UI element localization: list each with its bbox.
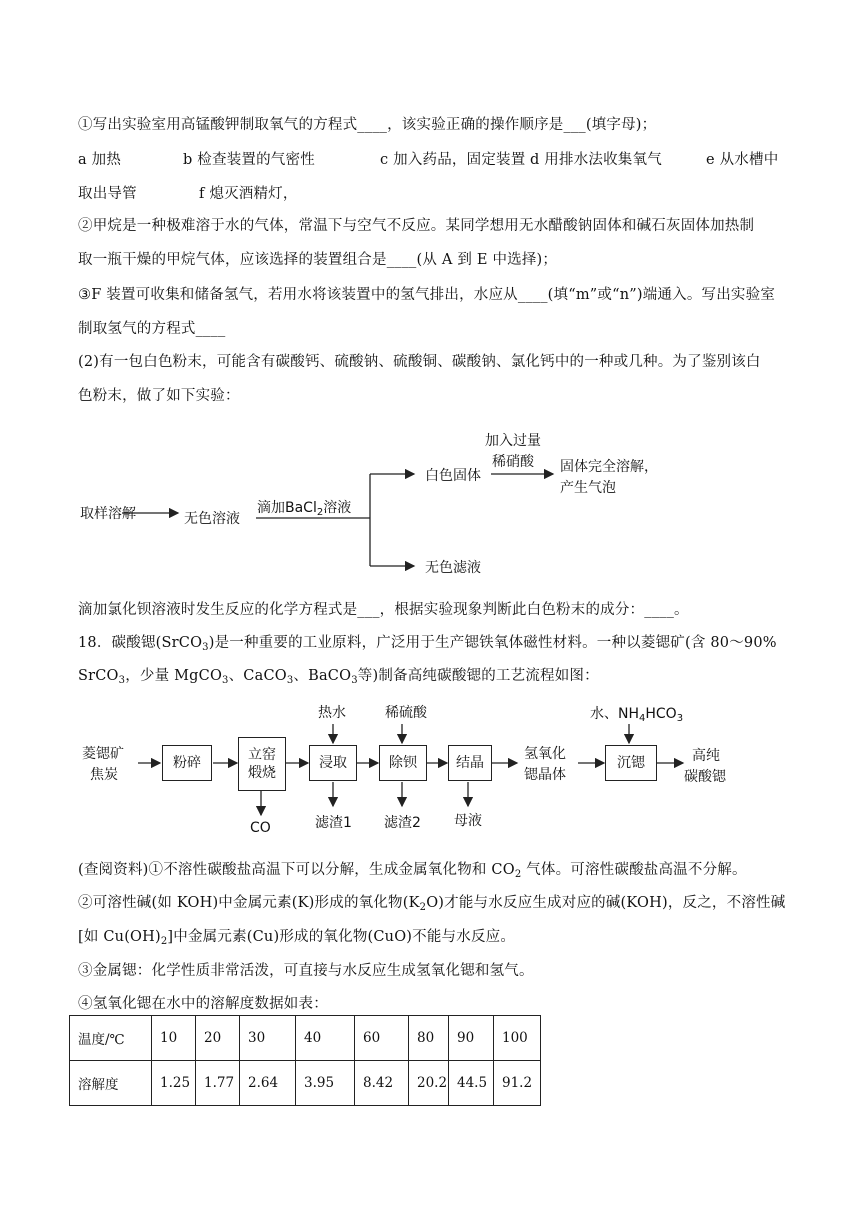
temp-cell: 10 [152,1016,196,1061]
flow2-product-1: 高纯 [692,748,720,764]
flow2-hydroxide-1: 氢氧化 [524,746,566,762]
question-3b: 制取氢气的方程式____ [78,321,226,337]
info-4: ④氢氧化锶在水中的溶解度数据如表： [78,996,328,1012]
info-2b: [如 $Cu(OH)_2$]中金属元素(Cu)形成的氧化物(CuO)不能与水反应。 [78,929,516,947]
sol-cell: 2.64 [240,1061,296,1106]
flow2-hydroxide-2: 锶晶体 [524,767,566,783]
row-label-temp: 温度/℃ [70,1016,152,1061]
temp-cell: 100 [494,1016,541,1061]
solubility-table [69,1015,541,1106]
flow-result-2: 产生气泡 [560,480,616,496]
info-1: (查阅资料)①不溶性碳酸盐高温下可以分解，生成金属氧化物和 $CO_2$ 气体。可溶性碳酸盐高温不分解。 [78,862,747,880]
flow2-water-nh4hco3: 水、$NH_4HCO_3$ [590,706,684,724]
option-e: e 从水槽中 [706,152,779,168]
info-3: ③金属锶：化学性质非常活泼，可直接与水反应生成氢氧化锶和氢气。 [78,963,534,979]
part-2b: 色粉末，做了如下实验： [78,388,240,404]
sol-cell: 1.25 [152,1061,196,1106]
flow2-leach-box: 浸取 [309,745,357,781]
flow2-crush-box: 粉碎 [162,745,212,781]
option-d: d 用排水法收集氧气 [530,152,662,168]
row-label-solubility: 溶解度 [70,1061,152,1106]
sol-cell: 20.2 [409,1061,449,1106]
flow-reagent: 滴加BaCl$_2$溶液 [257,500,352,518]
flow2-co: CO [250,820,271,836]
sol-cell: 1.77 [196,1061,240,1106]
sol-cell: 91.2 [494,1061,541,1106]
temp-cell: 90 [449,1016,494,1061]
sol-cell: 8.42 [355,1061,409,1106]
flow2-mother-liquor: 母液 [454,813,482,829]
question-2b: 取一瓶干燥的甲烷气体，应该选择的装置组合是____(从 A 到 E 中选择)； [78,252,558,268]
flow2-crystal-box: 结晶 [448,745,492,781]
flow2-product-2: 碳酸锶 [684,769,726,785]
flow2-hot-water: 热水 [318,705,346,721]
temp-cell: 30 [240,1016,296,1061]
question-2a: ②甲烷是一种极难溶于水的气体，常温下与空气不反应。某同学想用无水醋酸钠固体和碱石灰固体加热制 [78,218,755,234]
option-e-cont: 取出导管 [78,186,137,202]
option-b: b 检查装置的气密性 [183,152,315,168]
table-row [70,1061,541,1106]
flow-start: 取样溶解 [80,506,136,522]
flow2-ore: 菱锶矿 [82,746,124,762]
option-a: a 加热 [78,152,122,168]
flow2-residue-1: 滤渣1 [315,815,352,831]
equation-question: 滴加氯化钡溶液时发生反应的化学方程式是___，根据实验现象判断此白色粉末的成分：____。 [78,602,689,618]
flow-white-solid: 白色固体 [425,468,481,484]
temp-cell: 20 [196,1016,240,1061]
question-3a: ③F 装置可收集和储备氢气，若用水将该装置中的氢气排出，水应从____(填“m”或“n”)端通入。写出实验室 [78,287,776,303]
question-18a: 18．碳酸锶(SrCO$_3$)是一种重要的工业原料，广泛用于生产锶铁氧体磁性材料。一种以菱锶矿(含 80～90% [78,635,777,653]
sol-cell: 3.95 [296,1061,355,1106]
temp-cell: 80 [409,1016,449,1061]
flow2-remove-ba-box: 除钡 [379,745,427,781]
flow-solution: 无色溶液 [184,511,240,527]
flow2-coke: 焦炭 [90,767,118,783]
flow2-sulfuric-acid: 稀硫酸 [385,705,427,721]
part-2a: (2)有一包白色粉末，可能含有碳酸钙、硫酸钠、硫酸铜、碳酸钠、氯化钙中的一种或几种。为了鉴别该白 [78,354,761,370]
question-18b: SrCO$_3$，少量 MgCO$_3$、CaCO$_3$、BaCO$_3$等)制备高纯碳酸锶的工艺流程如图： [78,668,599,686]
flow-acid-1: 加入过量 [485,433,541,449]
info-2a: ②可溶性碱(如 KOH)中金属元素(K)形成的氧化物$(K_2O)$才能与水反应生成对应的碱(KOH)，反之，不溶性碱 [78,895,786,913]
option-c: c 加入药品，固定装置 [380,152,526,168]
flow-result-1: 固体完全溶解， [560,459,658,475]
flow-acid-2: 稀硝酸 [492,454,534,470]
temp-cell: 60 [355,1016,409,1061]
temp-cell: 40 [296,1016,355,1061]
option-f: f 熄灭酒精灯， [199,186,298,202]
flow2-residue-2: 滤渣2 [384,815,421,831]
flow2-kiln-box: 立窑 煅烧 [238,737,286,791]
sol-cell: 44.5 [449,1061,494,1106]
table-row [70,1016,541,1061]
flow2-precip-box: 沉锶 [605,745,657,781]
question-1: ①写出实验室用高锰酸钾制取氧气的方程式____，该实验正确的操作顺序是___(填字母)； [78,117,657,133]
flow-filtrate: 无色滤液 [425,560,481,576]
